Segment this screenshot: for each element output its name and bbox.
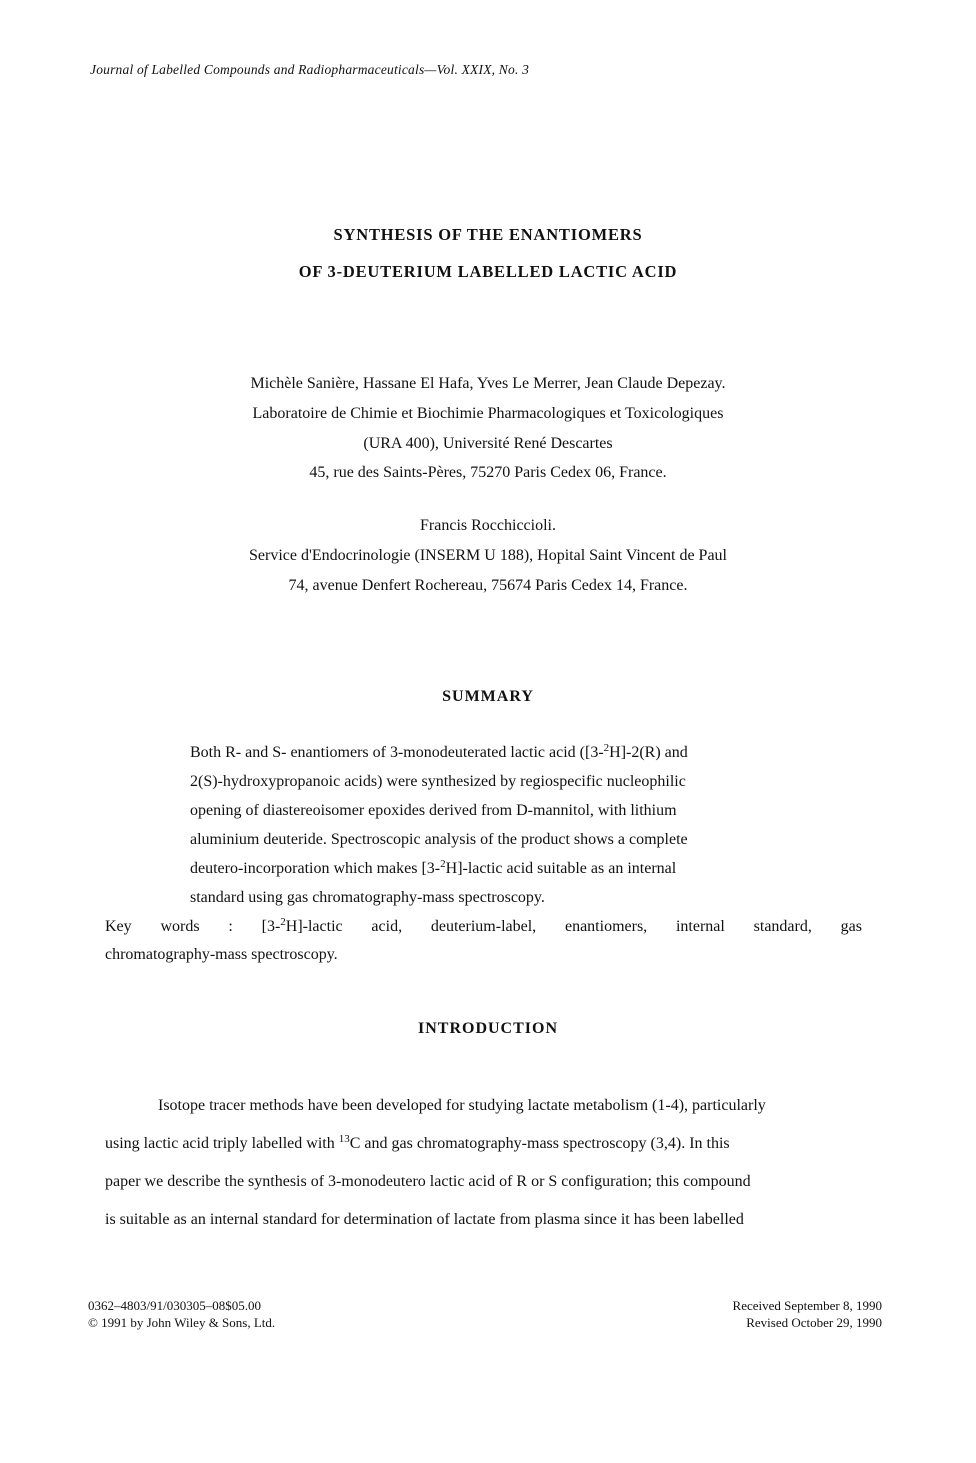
summary-line-4: aluminium deuteride. Spectroscopic analysis of the product shows a complete — [190, 831, 688, 848]
service-affiliation: Service d'Endocrinologie (INSERM U 188), Hopital Saint Vincent de Paul — [249, 547, 727, 564]
article-code: 0362–4803/91/030305–08$05.00 — [88, 1298, 261, 1313]
summary-line-2: 2(S)-hydroxypropanoic acids) were synthesized by regiospecific nucleophilic — [190, 773, 686, 790]
intro-line-4: is suitable as an internal standard for determination of lactate from plasma since it has been labelled — [105, 1211, 744, 1228]
footer-right — [733, 1297, 882, 1331]
address-1: 45, rue des Saints-Pères, 75270 Paris Cedex 06, France. — [309, 464, 667, 481]
received-date: Received September 8, 1990 — [732, 1298, 882, 1313]
title-line-2: OF 3-DEUTERIUM LABELLED LACTIC ACID — [298, 262, 678, 281]
intro-line-1: Isotope tracer methods have been developed for studying lactate metabolism (1-4), particularly — [158, 1097, 766, 1114]
address-2: 74, avenue Denfert Rochereau, 75674 Paris Cedex 14, France. — [288, 577, 688, 594]
summary-line-6: standard using gas chromatography-mass spectroscopy. — [190, 889, 545, 906]
summary-line-5: deutero-incorporation which makes [3-$^2$H]-lactic acid suitable as an internal — [190, 858, 677, 877]
keywords-line-2: chromatography-mass spectroscopy. — [105, 946, 338, 963]
title-line-1: SYNTHESIS OF THE ENANTIOMERS — [333, 225, 643, 244]
journal-header: Journal of Labelled Compounds and Radiopharmaceuticals—Vol. XXIX, No. 3 — [90, 62, 530, 77]
unit-affiliation: (URA 400), Université René Descartes — [363, 435, 613, 452]
keywords-line-1: Key words : [3-$^2$H]-lactic acid, deuterium-label, enantiomers, internal standard, gas — [105, 916, 862, 935]
summary-line-3: opening of diastereoisomer epoxides derived from D-mannitol, with lithium — [190, 802, 677, 819]
introduction-heading: INTRODUCTION — [417, 1020, 558, 1037]
lab-affiliation: Laboratoire de Chimie et Biochimie Pharmacologiques et Toxicologiques — [252, 405, 724, 422]
summary-heading: SUMMARY — [442, 688, 534, 705]
authors: Michèle Sanière, Hassane El Hafa, Yves Le Merrer, Jean Claude Depezay. — [250, 375, 726, 392]
author-2: Francis Rocchiccioli. — [420, 517, 556, 534]
summary-line-1: Both R- and S- enantiomers of 3-monodeuterated lactic acid ([3-$^2$H]-2(R) and — [190, 742, 688, 761]
footer-left — [88, 1297, 275, 1331]
intro-line-2: using lactic acid triply labelled with $^{13}$C and gas chromatography-mass spectroscopy (3,4). In this — [105, 1133, 730, 1152]
intro-line-3: paper we describe the synthesis of 3-monodeutero lactic acid of R or S configuration; this compound — [105, 1173, 751, 1190]
copyright: © 1991 by John Wiley & Sons, Ltd. — [88, 1315, 276, 1330]
revised-date: Revised October 29, 1990 — [746, 1315, 882, 1330]
